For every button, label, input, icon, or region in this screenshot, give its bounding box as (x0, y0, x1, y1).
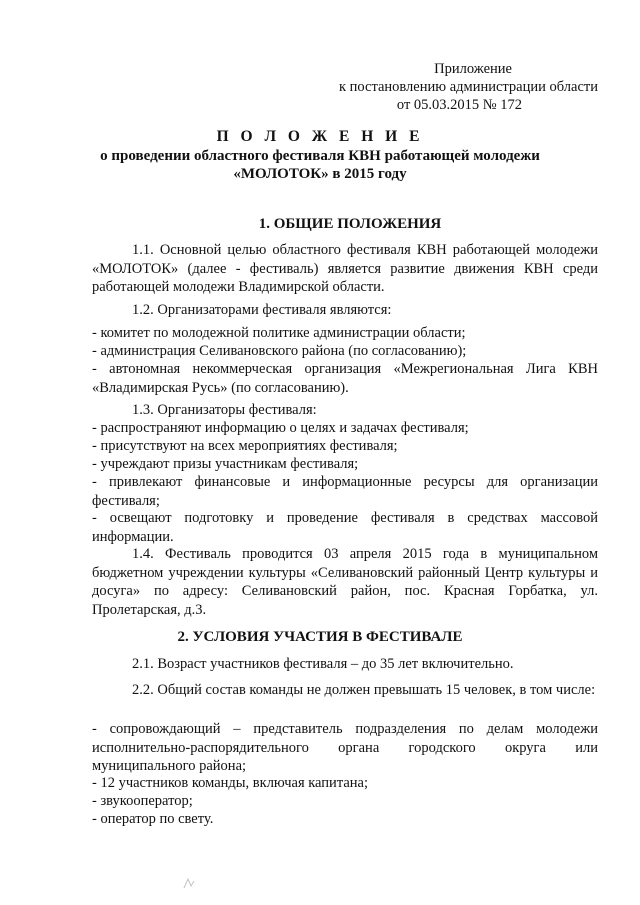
section2-heading: 2. УСЛОВИЯ УЧАСТИЯ В ФЕСТИВАЛЕ (177, 629, 463, 645)
paragraph-1-1: 1.1. Основной целью областного фестиваля КВН работающей молодежи «МОЛОТОК» (далее - фестиваль) является развитие движения КВН среди работающей молодежи Владимирской области. (92, 242, 598, 296)
team-member-item-2: - 12 участников команды, включая капитана; (92, 775, 368, 791)
paragraph-2-1: 2.1. Возраст участников фестиваля – до 35 лет включительно. (132, 656, 514, 672)
paragraph-1-3: 1.3. Организаторы фестиваля: (132, 402, 317, 418)
appendix-label: Приложение (434, 61, 512, 77)
duty-item-2: - присутствуют на всех мероприятиях фестиваля; (92, 438, 398, 454)
organizer-item-1: - комитет по молодежной политике администрации области; (92, 325, 466, 341)
duty-item-1: - распространяют информацию о целях и задачах фестиваля; (92, 420, 469, 436)
decree-date-number: от 05.03.2015 № 172 (396, 97, 522, 113)
document-subtitle-line2: «МОЛОТОК» в 2015 году (233, 166, 407, 182)
section1-heading: 1. ОБЩИЕ ПОЛОЖЕНИЯ (258, 216, 442, 232)
duty-item-4: - привлекают финансовые и информационные ресурсы для организации фестиваля; (92, 474, 598, 509)
document-subtitle-line1: о проведении областного фестиваля КВН работающей молодежи (100, 148, 540, 164)
team-member-item-3: - звукооператор; (92, 793, 193, 809)
paragraph-1-2: 1.2. Организаторами фестиваля являются: (132, 302, 392, 318)
duty-item-5: - освещают подготовку и проведение фестиваля в средствах массовой информации. (92, 510, 598, 545)
paragraph-1-4: 1.4. Фестиваль проводится 03 апреля 2015 года в муниципальном бюджетном учреждении культуры «Селивановский районный Центр культуры и досуга» по адресу: Селивановский район, пос. Красная Горбатка, ул. Пролетарская, д.3. (92, 546, 598, 618)
decree-reference: к постановлению администрации области (338, 79, 598, 95)
appendix-header (339, 60, 598, 114)
team-member-item-4: - оператор по свету. (92, 811, 214, 827)
organizer-item-3: - автономная некоммерческая организация «Межрегиональная Лига КВН «Владимирская Русь» (по согласованию). (92, 361, 598, 396)
duty-item-3: - учреждают призы участникам фестиваля; (92, 456, 359, 472)
team-member-item-1: - сопровождающий – представитель подразделения по делам молодежи исполнительно-распорядительного органа городского округа или муниципального района; (92, 721, 598, 775)
document-title: П О Л О Ж Е Н И Е (216, 128, 424, 145)
paragraph-2-2: 2.2. Общий состав команды не должен превышать 15 человек, в том числе: (132, 682, 596, 698)
organizer-item-2: - администрация Селивановского района (по согласованию); (92, 343, 467, 359)
scan-artifact-mark (182, 876, 196, 890)
